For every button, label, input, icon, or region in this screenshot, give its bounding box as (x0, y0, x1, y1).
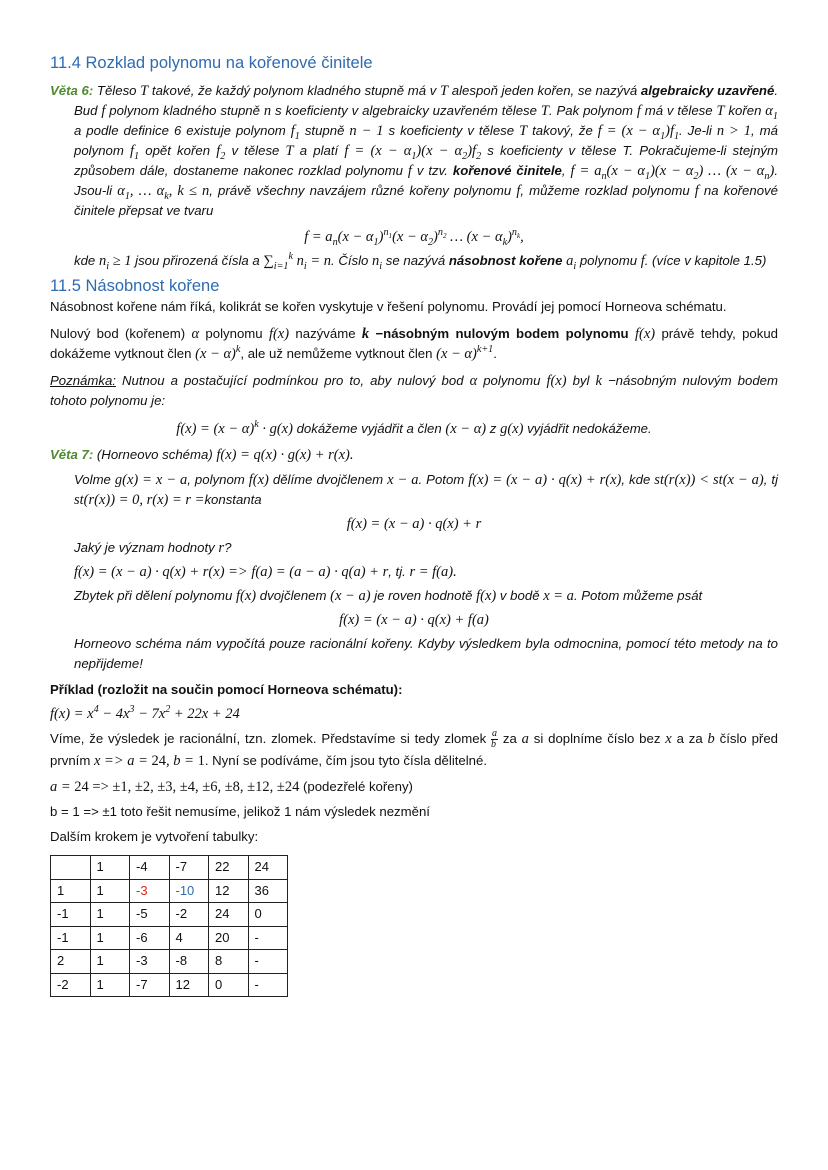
remainder-statement: Zbytek při dělení polynomu f(x) dvojčlenem (x − a) je roven hodnotě f(x) v bodě x = a. Potom můžeme psát (74, 588, 703, 604)
table-row (51, 903, 288, 927)
table-cell: 20 (209, 926, 249, 950)
theorem-7: Věta 7: (Horneovo schéma) f(x) = q(x) · g(x) + r(x). (50, 447, 354, 463)
table-cell: - (248, 973, 288, 997)
multiplicity-definition: kde $n_i \ge 1$ jsou přirozená čísla a $\sum_{i=1}^k$ $n_i = n$. Číslo $n_i$ se nazývá násobnost kořene $a_i$ polynomu f. (více v kapitole 1.5) (74, 251, 767, 272)
table-cell: 12 (169, 973, 209, 997)
note: Poznámka: Nutnou a postačující podmínkou pro to, aby nulový bod α polynomu f(x) byl k −násobným nulovým bodem tohoto polynomu je: (50, 373, 778, 408)
section-heading-11-5: 11.5 Násobnost kořene (50, 277, 220, 295)
formula-f-r: f(x) = (x − a) · q(x) + r (346, 516, 482, 532)
paragraph-definition: Nulový bod (kořenem) α polynomu f(x) nazýváme k −násobným nulovým bodem polynomu f(x) právě tehdy, pokud dokážeme vytknout člen $(x - \alpha)^k$, ale už nemůžeme vytknout člen $(x - \alpha)^{k+1}$. (50, 326, 779, 362)
formula-derivation: f(x) = (x − a) · q(x) + r(x) => f(a) = (a − a) · q(a) + r, tj. r = f(a). (74, 564, 457, 580)
table-cell: -2 (51, 973, 91, 997)
candidate-roots-b: b = 1 => ±1 toto řešit nemusíme, jelikož 1 nám výsledek nezmění (50, 804, 430, 820)
table-cell: -3 (130, 879, 170, 903)
table-row (51, 973, 288, 997)
table-cell: 1 (51, 879, 91, 903)
table-cell: -3 (130, 950, 170, 974)
table-row (51, 950, 288, 974)
horner-note: Horneovo schéma nám vypočítá pouze racionální kořeny. Kdyby výsledkem byla odmocnina, pomocí této metody na to nepřijdeme! (74, 636, 778, 671)
table-cell: - (248, 950, 288, 974)
table-cell: 24 (209, 903, 249, 927)
horner-table (50, 855, 288, 997)
table-cell: -7 (169, 856, 209, 880)
table-cell: -5 (130, 903, 170, 927)
theorem-7-body: Volme g(x) = x − a, polynom f(x) dělíme dvojčlenem x − a. Potom f(x) = (x − a) · q(x) + r(x), kde st(r(x)) < st(x − a), tj st(r(x)) = 0, r(x) = r =konstanta (74, 472, 778, 508)
table-cell: 36 (248, 879, 288, 903)
term-nasobnost-korene: násobnost kořene (448, 253, 563, 268)
theorem-6-label: Věta 6: (50, 83, 94, 98)
table-cell: 4 (169, 926, 209, 950)
table-cell: -2 (169, 903, 209, 927)
table-cell: 0 (209, 973, 249, 997)
term-algebraicky-uzavrene: algebraicky uzavřené (640, 83, 775, 98)
candidate-roots-a: a = 24 => ±1, ±2, ±3, ±4, ±6, ±8, ±12, ±24 (podezřelé kořeny) (50, 779, 413, 796)
document-page (50, 52, 778, 997)
table-cell (51, 856, 91, 880)
table-intro: Dalším krokem je vytvoření tabulky: (50, 829, 259, 845)
note-label: Poznámka: (50, 373, 116, 388)
factorization-formula: $f = a_n(x - \alpha_1)^{n_1}(x - \alpha_2)^{n_2}$ … $(x - \alpha_k)^{n_k}$, (304, 227, 524, 248)
term-korenove-cinitele: kořenové činitele (452, 163, 562, 178)
table-cell: -6 (130, 926, 170, 950)
table-cell: 24 (248, 856, 288, 880)
table-cell: -1 (51, 903, 91, 927)
theorem-7-label: Věta 7: (50, 447, 94, 462)
table-cell: 12 (209, 879, 249, 903)
table-cell: -10 (169, 879, 209, 903)
table-cell: 0 (248, 903, 288, 927)
example-polynomial: $f(x) = x^4 - 4x^3 - 7x^2 + 22x + 24$ (50, 704, 240, 722)
formula-remainder: f(x) = (x − a) · q(x) + f(a) (339, 612, 489, 628)
section-heading-11-4: 11.4 Rozklad polynomu na kořenové činitele (50, 54, 373, 72)
table-cell: -8 (169, 950, 209, 974)
table-cell: 1 (90, 950, 130, 974)
table-cell: 1 (90, 903, 130, 927)
table-row (51, 856, 288, 880)
note-formula: $f(x) = (x - \alpha)^k \cdot g(x)$ dokážeme vyjádřit a člen (x − α) z g(x) vyjádřit nedokážeme. (176, 419, 652, 437)
table-cell: 8 (209, 950, 249, 974)
example-title: Příklad (rozložit na součin pomocí Horneova schématu): (50, 682, 403, 697)
table-cell: -4 (130, 856, 170, 880)
table-cell: -7 (130, 973, 170, 997)
question-r: Jaký je význam hodnoty r? (74, 540, 232, 556)
table-cell: - (248, 926, 288, 950)
table-cell: 1 (90, 973, 130, 997)
table-cell: 1 (90, 926, 130, 950)
table-row (51, 926, 288, 950)
table-cell: -1 (51, 926, 91, 950)
theorem-6: Věta 6: Těleso T takové, že každý polynom kladného stupně má v T alespoň jeden kořen, se nazývá algebraicky uzavřené. Bud f polynom kladného stupně n s koeficienty v algebraicky uzavřeném tělese T. Pak polynom f má v tělese T kořen $\alpha_1$ a podle definice 6 existuje polynom $f_1$ stupně n − 1 s koeficienty v tělese T takový, že $f = (x - \alpha_1)f_1$. Je-li n > 1, má polynom $f_1$ opět kořen $f_2$ v tělese T a platí $f = (x - \alpha_1)(x - \alpha_2)f_2$ s koeficienty v tělese T. Pokračujeme-li stejným způsobem dále, dostaneme nakonec rozklad polynomu f v tzv. kořenové činitele, $f = a_n(x - \alpha_1)(x - \alpha_2)$ … $(x - \alpha_n)$. Jsou-li $\alpha_1$, … $\alpha_k$, k ≤ n, právě všechny navzájem různé kořeny polynomu f, můžeme rozklad polynomu f na kořenové činitele přepsat ve tvaru (50, 83, 778, 218)
example-explanation: Víme, že výsledek je racionální, tzn. zlomek. Představíme si tedy zlomek $\frac{a}{b}$ za a si doplníme číslo bez x a za b číslo před prvním x => a = 24, b = 1. Nyní se podíváme, čím jsou tyto čísla dělitelné. (50, 728, 778, 770)
paragraph-intro: Násobnost kořene nám říká, kolikrát se kořen vyskytuje v řešení polynomu. Provádí jej pomocí Horneova schématu. (50, 299, 727, 314)
table-cell: 1 (90, 856, 130, 880)
table-row (51, 879, 288, 903)
table-cell: 1 (90, 879, 130, 903)
table-cell: 2 (51, 950, 91, 974)
table-cell: 22 (209, 856, 249, 880)
